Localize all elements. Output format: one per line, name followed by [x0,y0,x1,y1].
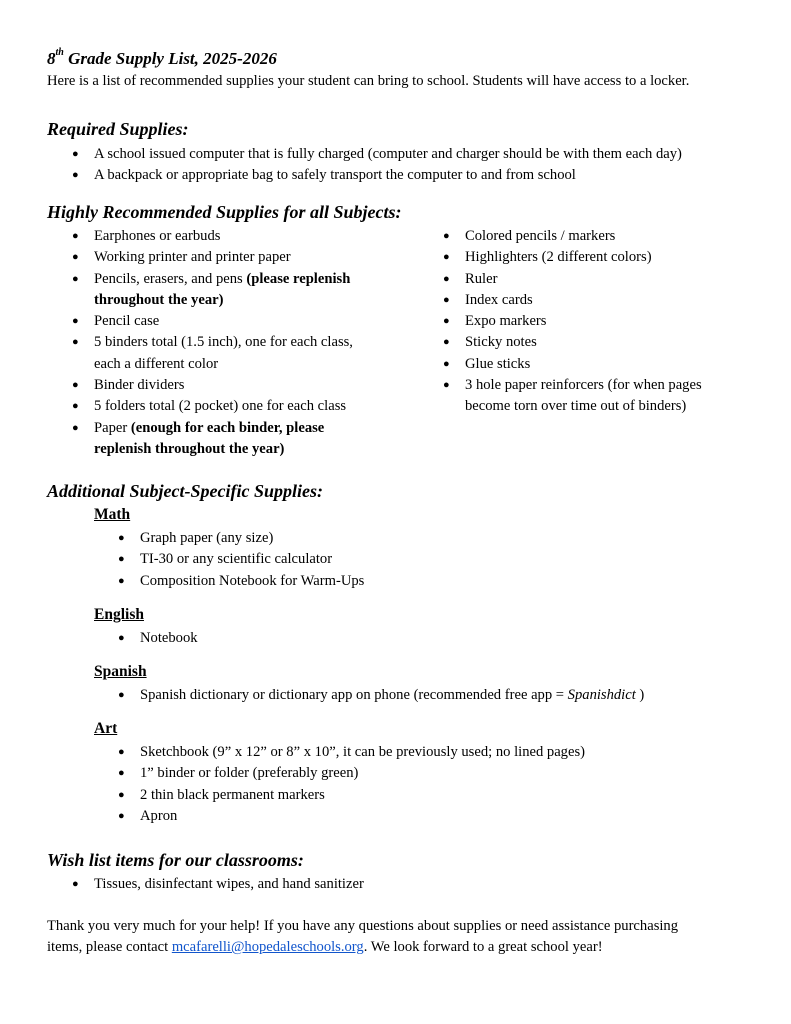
list-item: ● Composition Notebook for Warm-Ups [140,571,364,592]
list-item: ● Index cards [465,290,765,311]
list-item: ● Graph paper (any size) [140,528,364,549]
list-item: ● Sketchbook (9” x 12” or 8” x 10”, it can be previously used; no lined pages) [140,742,585,763]
item-text: Pencils, erasers, and pens [94,270,247,287]
list-item: ● Apron [140,806,585,827]
item-bold-text: throughout the year) [94,291,224,308]
list-item: ● 1” binder or folder (preferably green) [140,763,585,784]
list-item [94,269,404,312]
math-heading: Math [94,506,131,523]
required-heading: Required Supplies: [47,119,189,139]
recommended-right-list [465,226,765,418]
wishlist-heading: Wish list items for our classrooms: [47,850,304,870]
spanish-heading: Spanish [94,663,147,680]
math-list [140,528,364,592]
item-text: Spanish dictionary or dictionary app on phone (recommended free app = [140,687,568,703]
art-list [140,742,585,827]
closing-text: . We look forward to a great school year! [363,939,603,955]
list-item: ● Sticky notes [465,332,765,353]
list-item: ● Binder dividers [94,375,404,396]
item-text: 5 binders total (1.5 inch), one for each class, [94,334,353,351]
additional-heading: Additional Subject-Specific Supplies: [47,481,324,501]
item-bold-text: (please replenish [246,270,351,287]
item-text: ) [635,687,645,703]
title-superscript: th [55,47,64,59]
closing-line-1: Thank you very much for your help! If you have any questions about supplies or need assistance purchasing [47,918,679,934]
list-item: ● 5 folders total (2 pocket) one for each class [94,396,404,417]
list-item: ● A backpack or appropriate bag to safely transport the computer to and from school [94,165,682,186]
required-list [94,144,682,187]
list-item [140,685,644,706]
title-text: Grade Supply List, 2025-2026 [63,49,277,68]
recommended-left-list [94,226,404,460]
list-item: ● A school issued computer that is fully charged (computer and charger should be with them each day) [94,144,682,165]
list-item [94,418,404,461]
list-item: ● Colored pencils / markers [465,226,765,247]
closing-line-2 [47,939,603,956]
app-name: Spanishdict [567,687,636,703]
list-item: ● 2 thin black permanent markers [140,785,585,806]
item-text: each a different color [94,355,219,372]
wishlist-list [94,874,364,895]
art-heading: Art [94,720,118,737]
contact-email-link[interactable]: mcafarelli@hopedaleschools.org [171,939,364,955]
list-item [465,375,765,418]
spanish-list [140,685,644,706]
list-item: ● Tissues, disinfectant wipes, and hand sanitizer [94,874,364,895]
list-item: ● TI-30 or any scientific calculator [140,549,364,570]
recommended-heading: Highly Recommended Supplies for all Subjects: [47,202,402,222]
english-heading: English [94,606,144,623]
closing-text: items, please contact [47,939,172,955]
list-item: ● Earphones or earbuds [94,226,404,247]
list-item: ● Notebook [140,628,198,649]
list-item: ● Glue sticks [465,354,765,375]
item-bold-text: replenish throughout the year) [94,440,285,457]
title-number: 8 [47,49,56,68]
list-item: ● Working printer and printer paper [94,247,404,268]
list-item: ● Ruler [465,269,765,290]
item-text: 3 hole paper reinforcers (for when pages [465,377,702,394]
list-item: ● Expo markers [465,311,765,332]
list-item [94,332,404,375]
list-item: ● Pencil case [94,311,404,332]
item-bold-text: (enough for each binder, please [130,419,325,436]
list-item: ● Highlighters (2 different colors) [465,247,765,268]
item-text: become torn over time out of binders) [465,398,687,415]
intro-text: Here is a list of recommended supplies your student can bring to school. Students will have access to a locker. [47,73,690,89]
item-text: Paper [94,419,131,436]
page-title [47,49,277,69]
english-list [140,628,198,649]
